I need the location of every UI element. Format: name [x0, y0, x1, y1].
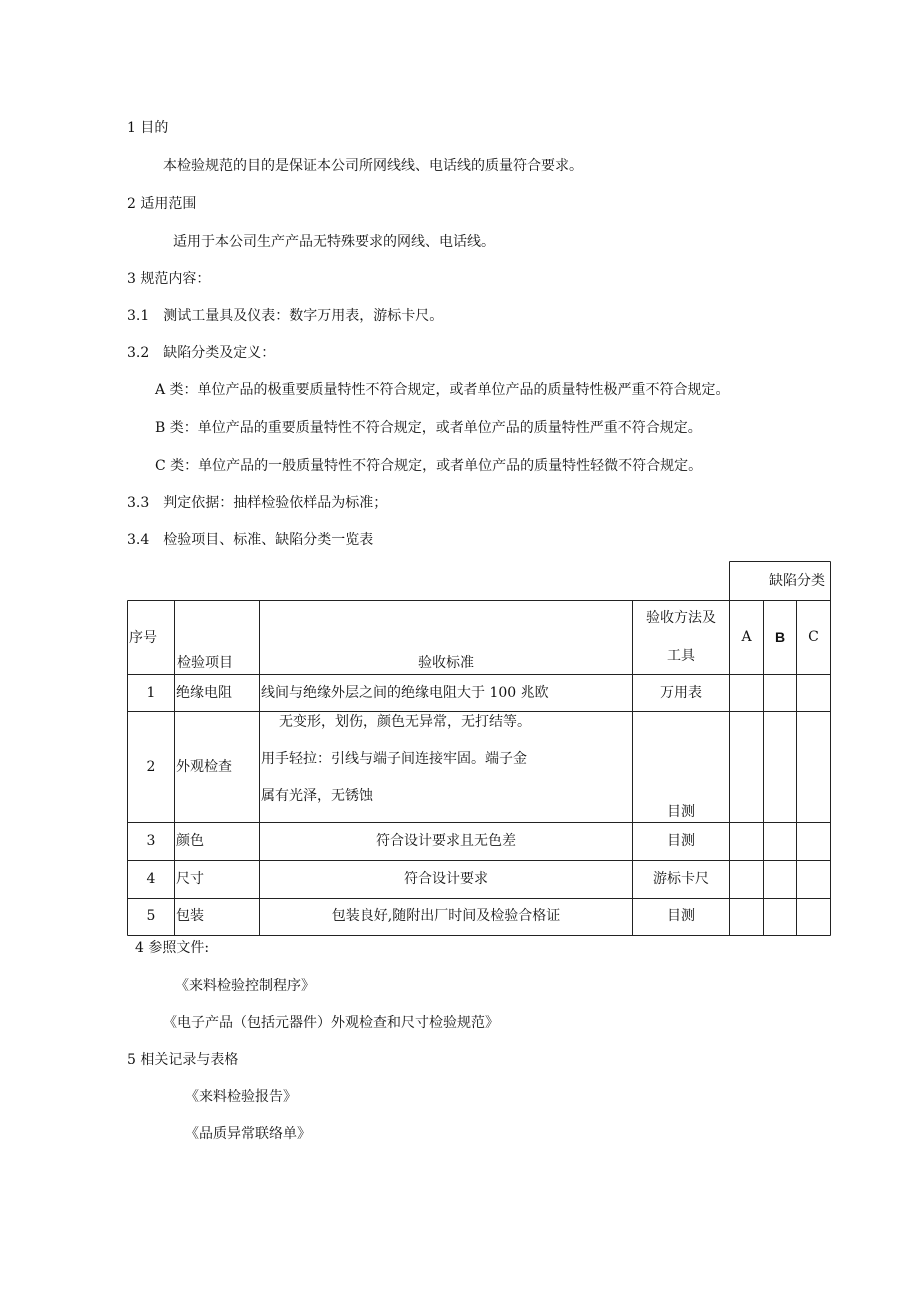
- record-form-2: 《品质异常联络单》: [185, 1126, 311, 1142]
- defect-class-header: 缺陷分类: [769, 573, 825, 589]
- section-3-3: 3.3 判定依据：抽样检验依样品为标准；: [127, 495, 388, 511]
- table-row-2-standard-line1: 无变形，划伤，颜色无异常，无打结等。: [279, 714, 531, 730]
- table-row-4-standard: 符合设计要求: [404, 871, 488, 887]
- section-3-heading: 3 规范内容：: [127, 271, 211, 287]
- table-row-2-item: 外观检查: [176, 759, 232, 775]
- table-row-2-seq: 2: [146, 759, 156, 775]
- header-item: 检验项目: [177, 655, 233, 671]
- table-row-2-standard-line2: 用手轻拉：引线与端子间连接牢固。端子金: [261, 751, 527, 767]
- reference-doc-1: 《来料检验控制程序》: [175, 978, 315, 994]
- section-3-1: 3.1 测试工量具及仪表：数字万用表，游标卡尺。: [127, 308, 444, 324]
- table-row-1-seq: 1: [146, 685, 156, 701]
- header-seq: 序号: [129, 630, 157, 646]
- section-3-4: 3.4 检验项目、标准、缺陷分类一览表: [127, 532, 374, 548]
- table-row-5-standard: 包装良好,随附出厂时间及检验合格证: [331, 908, 561, 924]
- defect-class-a: A 类：单位产品的极重要质量特性不符合规定，或者单位产品的质量特性极严重不符合规定。: [155, 382, 730, 398]
- defect-class-b: B 类：单位产品的重要质量特性不符合规定，或者单位产品的质量特性严重不符合规定。: [155, 420, 702, 436]
- defect-class-c: C 类：单位产品的一般质量特性不符合规定，或者单位产品的质量特性轻微不符合规定。: [155, 458, 703, 474]
- table-row-3-item: 颜色: [176, 833, 204, 849]
- table-row-5-method: 目测: [667, 908, 695, 924]
- header-class-a: A: [741, 629, 752, 645]
- table-row-1-standard: 线间与绝缘外层之间的绝缘电阻大于 100 兆欧: [261, 685, 549, 701]
- table-row-4-method: 游标卡尺: [653, 871, 709, 887]
- section-5-heading: 5 相关记录与表格: [127, 1052, 239, 1068]
- section-2-text: 适用于本公司生产产品无特殊要求的网线、电话线。: [173, 234, 495, 250]
- table-row-2-standard-line3: 属有光泽，无锈蚀: [261, 788, 373, 804]
- section-1-text: 本检验规范的目的是保证本公司所网线线、电话线的质量符合要求。: [163, 158, 583, 174]
- header-class-c: C: [808, 629, 819, 645]
- table-row-3-seq: 3: [146, 833, 156, 849]
- header-method-line1: 验收方法及: [646, 610, 716, 626]
- table-row-3-method: 目测: [667, 833, 695, 849]
- table-row-1-method: 万用表: [660, 685, 702, 701]
- header-standard: 验收标准: [418, 655, 474, 671]
- table-row-5-seq: 5: [146, 908, 156, 924]
- section-4-heading: 4 参照文件:: [135, 940, 210, 956]
- table-row-3-standard: 符合设计要求且无色差: [376, 833, 516, 849]
- header-method-line2: 工具: [667, 648, 695, 664]
- section-3-2: 3.2 缺陷分类及定义：: [127, 345, 276, 361]
- record-form-1: 《来料检验报告》: [185, 1089, 297, 1105]
- section-1-heading: 1 目的: [127, 120, 169, 136]
- reference-doc-2: 《电子产品（包括元器件）外观检查和尺寸检验规范》: [163, 1015, 499, 1031]
- header-class-b: B: [774, 629, 786, 645]
- table-row-5-item: 包装: [176, 908, 204, 924]
- table-row-2-method: 目测: [667, 804, 695, 820]
- table-row-4-seq: 4: [146, 871, 156, 887]
- section-2-heading: 2 适用范围: [127, 196, 197, 212]
- table-row-4-item: 尺寸: [176, 871, 204, 887]
- table-row-1-item: 绝缘电阻: [176, 685, 232, 701]
